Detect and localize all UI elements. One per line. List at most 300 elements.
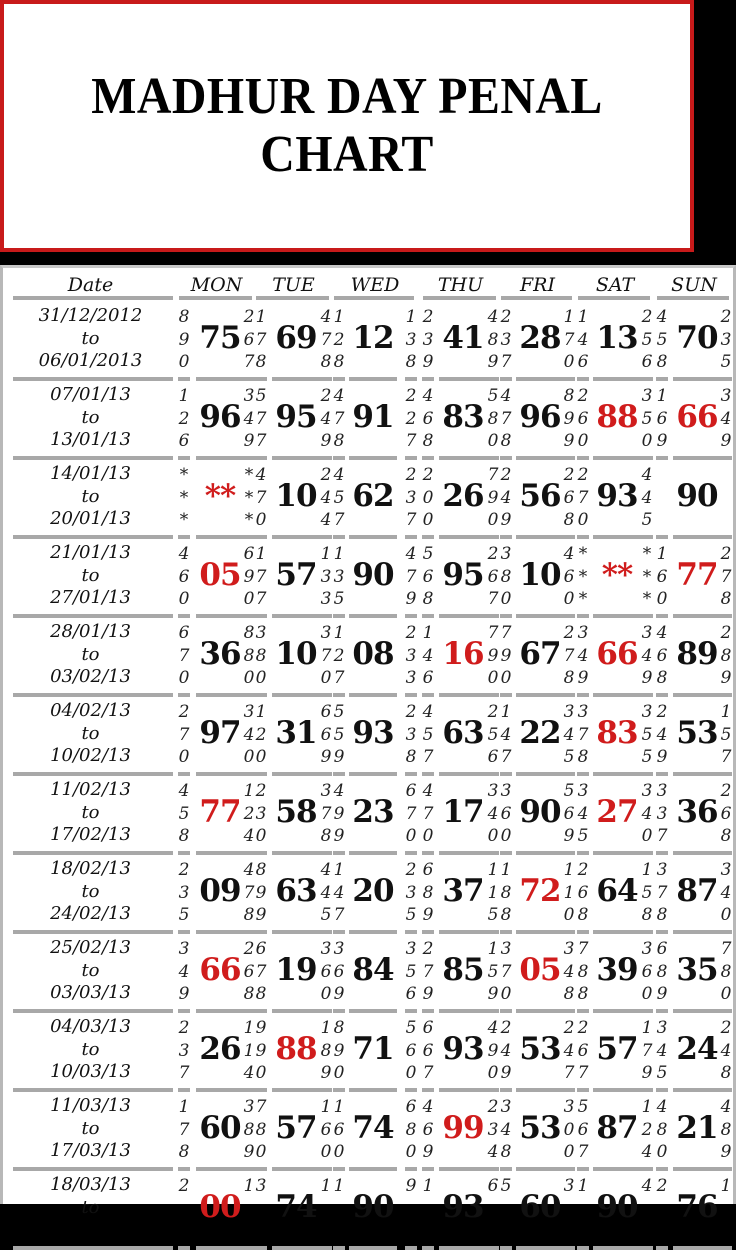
panel-digit: 6 [178, 623, 190, 643]
panel-digit: 0 [563, 905, 575, 925]
jodi-number: 90 [519, 794, 561, 830]
panel-digit: 9 [422, 905, 434, 925]
panel-close-digits [404, 938, 418, 1006]
panel-digit: 8 [422, 882, 434, 903]
panel-digit: 7 [178, 645, 190, 666]
panel-digit: 9 [500, 645, 512, 666]
jodi-number: 53 [676, 715, 718, 751]
panel-close-digits [486, 1096, 500, 1164]
panel-close-digits [719, 464, 733, 532]
panel-digit: 3 [641, 939, 653, 959]
date-from: 04/03/13 [50, 1016, 131, 1037]
cell-separator [272, 1246, 320, 1250]
panel-close-digits [319, 859, 333, 927]
panel-digit: 0 [178, 747, 190, 767]
panel-digit [719, 464, 733, 487]
jodi-number: 27 [596, 794, 638, 830]
panel-digit: 4 [333, 781, 345, 801]
panel-close-digits [486, 701, 500, 769]
date-to: 17/03/13 [50, 1140, 131, 1161]
panel-close-digits [562, 464, 576, 532]
panel-digit: 3 [500, 329, 512, 350]
panel-digit: 3 [243, 1097, 255, 1117]
panel-digit: 1 [563, 307, 575, 327]
panel-digit: 2 [577, 386, 589, 406]
panel-digit: 8 [255, 352, 267, 372]
panel-digit [486, 1198, 500, 1221]
panel-digit: 9 [422, 984, 434, 1004]
panel-open-digits [421, 622, 435, 690]
jodi-number: 93 [596, 478, 638, 514]
cell-separator [673, 1246, 721, 1250]
panel-digit: 0 [500, 826, 512, 846]
panel-open-digits [576, 780, 590, 848]
panel-close-digits [319, 780, 333, 848]
panel-digit: 2 [333, 329, 345, 350]
panel-digit: 0 [255, 1142, 267, 1162]
panel-digit: 2 [577, 860, 589, 880]
panel-digit: * [578, 589, 588, 609]
jodi-number: 20 [352, 873, 394, 909]
panel-digit: 4 [422, 645, 434, 666]
panel-digit: 7 [255, 961, 267, 982]
panel-digit: 2 [577, 1018, 589, 1038]
panel-open-digits [332, 464, 346, 532]
date-to-label: to [81, 959, 100, 981]
panel-digit: 0 [422, 826, 434, 846]
cell-separator [641, 1246, 653, 1250]
panel-open-digits [332, 859, 346, 927]
panel-digit: 8 [405, 1119, 417, 1140]
panel-digit: 2 [178, 702, 190, 722]
panel-close-digits [319, 938, 333, 1006]
panel-digit: 9 [487, 1040, 499, 1061]
panel-digit: 9 [243, 566, 255, 587]
panel-digit: 8 [500, 1142, 512, 1162]
panel-open-digits [332, 543, 346, 611]
panel-digit: 5 [641, 882, 653, 903]
panel-close-digits [719, 1096, 733, 1164]
panel-open-digits [177, 622, 191, 690]
table-row [3, 934, 733, 1013]
panel-digit: 4 [500, 1119, 512, 1140]
panel-digit: 6 [577, 352, 589, 372]
cell-separator [196, 1246, 244, 1250]
jodi-number: 74 [275, 1189, 317, 1225]
panel-digit: 8 [243, 905, 255, 925]
header-separator [578, 296, 650, 300]
panel-digit: 3 [320, 566, 332, 587]
jodi-number: 87 [676, 873, 718, 909]
panel-digit: 1 [563, 860, 575, 880]
panel-digit [177, 1220, 191, 1243]
jodi-number: 99 [442, 1110, 484, 1146]
panel-digit: 6 [320, 724, 332, 745]
panel-digit: 7 [487, 623, 499, 643]
jodi-number: 24 [676, 1031, 718, 1067]
panel-digit: 5 [405, 905, 417, 925]
panel-digit: 5 [641, 408, 653, 429]
panel-digit: 5 [563, 781, 575, 801]
panel-digit: 7 [577, 1063, 589, 1083]
panel-digit: 1 [487, 939, 499, 959]
panel-digit: 3 [641, 386, 653, 406]
panel-digit: 4 [320, 307, 332, 327]
panel-digit: 4 [656, 724, 668, 745]
panel-digit: 2 [320, 386, 332, 406]
panel-digit: 1 [178, 386, 190, 406]
jodi-number: 37 [442, 873, 484, 909]
jodi-number: 87 [596, 1110, 638, 1146]
panel-digit: 4 [656, 1040, 668, 1061]
panel-open-digits [254, 1096, 268, 1164]
panel-digit: 1 [422, 623, 434, 643]
panel-digit: 1 [333, 1097, 345, 1117]
panel-digit: 3 [563, 939, 575, 959]
panel-close-digits [562, 780, 576, 848]
panel-open-digits [499, 859, 513, 927]
panel-close-digits [640, 385, 654, 453]
panel-digit: 0 [405, 1142, 417, 1162]
panel-digit [499, 1220, 513, 1243]
panel-digit: 8 [178, 307, 190, 327]
panel-digit: 7 [333, 668, 345, 688]
jodi-number: 19 [275, 952, 317, 988]
panel-close-digits [486, 1175, 500, 1243]
jodi-number: 53 [519, 1110, 561, 1146]
panel-digit: 2 [656, 702, 668, 722]
panel-digit: 0 [405, 1063, 417, 1083]
table-row [3, 855, 733, 934]
panel-digit: 3 [656, 781, 668, 801]
header-day-sun: SUN [671, 274, 717, 296]
panel-digit [562, 1220, 576, 1243]
jodi-number: 90 [352, 1189, 394, 1225]
panel-digit: 1 [487, 882, 499, 903]
panel-open-digits [655, 1017, 669, 1085]
date-from: 04/02/13 [50, 700, 131, 721]
panel-digit: 3 [405, 487, 417, 508]
jodi-number: 66 [596, 636, 638, 672]
panel-digit: 9 [320, 1063, 332, 1083]
panel-open-digits [332, 1017, 346, 1085]
date-range [3, 700, 178, 768]
panel-digit: 4 [641, 803, 653, 824]
panel-digit: 4 [720, 1040, 732, 1061]
header-day-fri: FRI [520, 274, 555, 296]
jodi-number: 12 [352, 320, 394, 356]
panel-digit: 6 [422, 566, 434, 587]
panel-digit [254, 1198, 268, 1221]
cell-separator [349, 1246, 397, 1250]
panel-digit: 1 [500, 702, 512, 722]
panel-digit: 7 [255, 408, 267, 429]
panel-digit: 6 [641, 961, 653, 982]
date-to: 03/02/13 [50, 666, 131, 687]
panel-open-digits [576, 1017, 590, 1085]
panel-open-digits [254, 1175, 268, 1243]
panel-close-digits [404, 385, 418, 453]
panel-digit: 7 [243, 352, 255, 372]
panel-digit: 0 [641, 431, 653, 451]
jodi-number: 66 [199, 952, 241, 988]
jodi-number: 88 [275, 1031, 317, 1067]
panel-digit: 4 [405, 544, 417, 564]
table-row [3, 460, 733, 539]
panel-open-digits [332, 701, 346, 769]
panel-digit: * [179, 510, 189, 530]
panel-open-digits [655, 306, 669, 374]
panel-close-digits [486, 938, 500, 1006]
date-to-label: to [81, 485, 100, 507]
panel-digit: 7 [641, 1040, 653, 1061]
panel-digit: 3 [255, 1176, 267, 1196]
panel-digit: 3 [405, 939, 417, 959]
panel-digit: 4 [320, 487, 332, 508]
panel-digit: 0 [487, 826, 499, 846]
panel-digit: 7 [577, 724, 589, 745]
panel-digit: 0 [320, 1142, 332, 1162]
jodi-number: 36 [676, 794, 718, 830]
panel-close-digits [562, 938, 576, 1006]
panel-digit: 8 [422, 431, 434, 451]
panel-digit: 4 [243, 826, 255, 846]
panel-digit: 9 [656, 747, 668, 767]
jodi-number: 57 [275, 1110, 317, 1146]
date-to: 03/03/13 [50, 982, 131, 1003]
panel-digit: 3 [500, 1097, 512, 1117]
panel-digit: 9 [720, 1142, 732, 1162]
panel-digit: 7 [656, 826, 668, 846]
table-row [3, 776, 733, 855]
panel-digit: 0 [487, 431, 499, 451]
panel-digit: * [642, 566, 652, 587]
panel-digit [640, 1220, 654, 1243]
panel-digit: 4 [333, 882, 345, 903]
panel-digit: 9 [500, 1063, 512, 1083]
panel-digit: 0 [255, 747, 267, 767]
panel-digit: 8 [333, 431, 345, 451]
panel-digit: 4 [243, 724, 255, 745]
panel-digit: 9 [422, 352, 434, 372]
jodi-number: 09 [199, 873, 241, 909]
panel-digit: 3 [641, 781, 653, 801]
panel-digit: 0 [500, 668, 512, 688]
panel-open-digits [499, 1017, 513, 1085]
date-to-label: to [81, 1038, 100, 1060]
panel-open-digits [177, 385, 191, 453]
panel-digit: 0 [320, 668, 332, 688]
date-to-label: to [81, 406, 100, 428]
panel-digit: 2 [422, 465, 434, 485]
panel-digit: 4 [641, 465, 653, 485]
jodi-number: 53 [519, 1031, 561, 1067]
panel-digit: 5 [720, 724, 732, 745]
panel-open-digits [332, 938, 346, 1006]
jodi-number: 85 [442, 952, 484, 988]
panel-digit: 9 [178, 329, 190, 350]
panel-digit: 2 [720, 544, 732, 564]
panel-digit: 3 [487, 1119, 499, 1140]
date-range [3, 384, 178, 452]
panel-digit: * [578, 544, 588, 564]
panel-digit: 4 [422, 781, 434, 801]
panel-digit: 7 [333, 905, 345, 925]
panel-open-digits [655, 1175, 669, 1243]
panel-digit: 9 [641, 668, 653, 688]
date-to-label: to [81, 327, 100, 349]
panel-digit: 8 [577, 905, 589, 925]
panel-digit: 3 [577, 702, 589, 722]
panel-digit: 7 [500, 352, 512, 372]
panel-digit: 1 [333, 623, 345, 643]
panel-digit: 0 [487, 510, 499, 530]
panel-close-digits [640, 859, 654, 927]
panel-open-digits [576, 1096, 590, 1164]
cell-separator [500, 1246, 512, 1250]
panel-close-digits [562, 1096, 576, 1164]
jodi-number: 69 [275, 320, 317, 356]
panel-digit: 5 [487, 961, 499, 982]
panel-digit: 3 [178, 1040, 190, 1061]
cell-separator [577, 1246, 589, 1250]
panel-digit: 0 [178, 352, 190, 372]
panel-digit: 3 [641, 623, 653, 643]
panel-digit: 9 [656, 984, 668, 1004]
jodi-number: 57 [596, 1031, 638, 1067]
panel-digit: * [179, 465, 189, 485]
panel-digit: 8 [656, 352, 668, 372]
panel-digit: 3 [720, 860, 732, 880]
panel-close-digits [719, 938, 733, 1006]
panel-digit: 0 [641, 826, 653, 846]
panel-digit: 0 [422, 487, 434, 508]
header-day-wed: WED [350, 274, 400, 296]
jodi-number: 63 [442, 715, 484, 751]
panel-digit: 8 [720, 961, 732, 982]
panel-digit: * [244, 487, 254, 508]
panel-digit: 4 [178, 781, 190, 801]
panel-open-digits [655, 464, 669, 532]
panel-digit: 5 [641, 510, 653, 530]
panel-digit: 9 [333, 803, 345, 824]
panel-digit: 3 [405, 645, 417, 666]
panel-digit: 8 [405, 747, 417, 767]
panel-digit: 8 [243, 984, 255, 1004]
panel-digit: 7 [255, 329, 267, 350]
panel-digit: 4 [422, 1097, 434, 1117]
panel-open-digits [254, 543, 268, 611]
panel-close-digits [319, 464, 333, 532]
panel-close-digits [640, 306, 654, 374]
jodi-number: 41 [442, 320, 484, 356]
panel-digit: 3 [255, 803, 267, 824]
panel-open-digits [499, 543, 513, 611]
panel-digit: 7 [178, 1063, 190, 1083]
panel-open-digits [576, 859, 590, 927]
panel-digit: 5 [333, 702, 345, 722]
panel-open-digits [177, 701, 191, 769]
panel-open-digits [177, 543, 191, 611]
panel-digit: 4 [641, 1176, 653, 1196]
panel-close-digits [404, 1096, 418, 1164]
panel-digit: 7 [243, 882, 255, 903]
panel-digit: 6 [563, 803, 575, 824]
panel-digit: 1 [422, 1176, 434, 1196]
panel-open-digits [655, 385, 669, 453]
panel-open-digits [254, 859, 268, 927]
panel-open-digits [421, 306, 435, 374]
panel-digit: 0 [333, 1142, 345, 1162]
panel-digit: * [244, 465, 254, 485]
panel-digit: 7 [255, 1097, 267, 1117]
date-to-label: to [81, 722, 100, 744]
panel-digit: 5 [577, 1097, 589, 1117]
panel-close-digits [319, 385, 333, 453]
panel-digit: 8 [720, 645, 732, 666]
panel-digit: 3 [500, 781, 512, 801]
panel-close-digits [640, 780, 654, 848]
panel-digit: 6 [178, 566, 190, 587]
panel-digit: 1 [333, 860, 345, 880]
header-separator [657, 296, 729, 300]
panel-digit: 7 [333, 408, 345, 429]
date-to: 06/01/2013 [38, 350, 143, 371]
jodi-number: 58 [275, 794, 317, 830]
panel-open-digits [499, 464, 513, 532]
panel-digit: * [244, 510, 254, 530]
panel-digit: 1 [641, 860, 653, 880]
panel-digit: 2 [178, 1018, 190, 1038]
jodi-number: 05 [199, 557, 241, 593]
panel-open-digits [576, 938, 590, 1006]
jodi-number: 35 [676, 952, 718, 988]
jodi-number: 05 [519, 952, 561, 988]
panel-close-digits [486, 1017, 500, 1085]
jodi-number: 96 [519, 399, 561, 435]
panel-digit: * [642, 544, 652, 564]
panel-digit: 1 [333, 1176, 345, 1196]
panel-close-digits [404, 306, 418, 374]
panel-digit: 0 [255, 1063, 267, 1083]
panel-open-digits [177, 306, 191, 374]
panel-digit: 4 [577, 645, 589, 666]
panel-digit: 3 [563, 702, 575, 722]
panel-digit: 4 [500, 724, 512, 745]
panel-digit: 2 [255, 781, 267, 801]
jodi-number: 63 [275, 873, 317, 909]
date-to: 17/02/13 [50, 824, 131, 845]
panel-digit: 7 [320, 645, 332, 666]
header-day-mon: MON [190, 274, 243, 296]
date-range [3, 1174, 178, 1242]
jodi-number: 77 [199, 794, 241, 830]
panel-open-digits [177, 1175, 191, 1243]
jodi-number: 84 [352, 952, 394, 988]
jodi-number: 10 [275, 478, 317, 514]
panel-open-digits [421, 780, 435, 848]
panel-digit: 2 [500, 307, 512, 327]
date-range [3, 779, 178, 847]
panel-digit: 9 [255, 1018, 267, 1038]
jodi-number: 66 [676, 399, 718, 435]
panel-digit: 3 [641, 702, 653, 722]
panel-open-digits [421, 1017, 435, 1085]
panel-digit: 9 [487, 984, 499, 1004]
date-range [3, 1095, 178, 1163]
panel-digit: 8 [405, 352, 417, 372]
panel-digit: 0 [255, 668, 267, 688]
